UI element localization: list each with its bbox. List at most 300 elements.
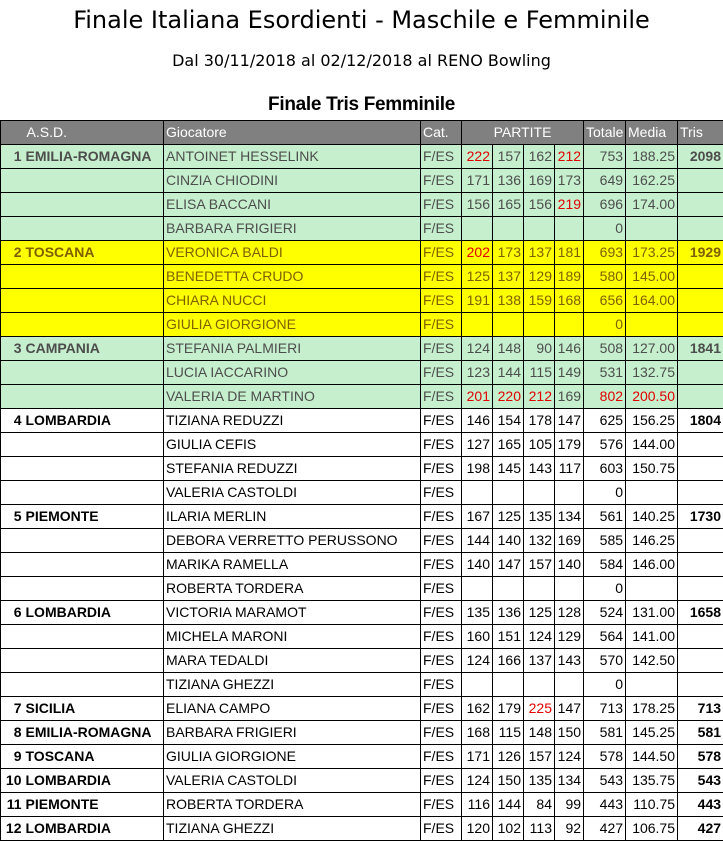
row-total: 584	[584, 553, 626, 577]
row-tris: 543	[678, 769, 723, 793]
row-asd: PIEMONTE	[25, 793, 164, 817]
row-average: 145.00	[626, 265, 678, 289]
row-game-3: 132	[524, 529, 555, 553]
row-position	[1, 457, 25, 481]
table-row	[1, 601, 723, 625]
row-total: 576	[584, 433, 626, 457]
table-row	[1, 265, 723, 289]
row-total: 581	[584, 721, 626, 745]
row-total: 696	[584, 193, 626, 217]
row-game-1: 123	[462, 361, 493, 385]
row-category: F/ES	[421, 649, 462, 673]
row-game-3: 105	[524, 433, 555, 457]
row-category: F/ES	[421, 169, 462, 193]
row-position: 12	[1, 817, 25, 841]
row-average	[626, 217, 678, 241]
row-average: 146.00	[626, 553, 678, 577]
row-game-3: 135	[524, 769, 555, 793]
row-total: 693	[584, 241, 626, 265]
row-game-2: 148	[493, 337, 524, 361]
row-game-1: 116	[462, 793, 493, 817]
row-game-3: 178	[524, 409, 555, 433]
row-tris: 1804	[678, 409, 723, 433]
row-position: 7	[1, 697, 25, 721]
row-game-3: 148	[524, 721, 555, 745]
row-tris	[678, 673, 723, 697]
row-game-3: 137	[524, 241, 555, 265]
row-game-2: 136	[493, 169, 524, 193]
row-game-1: 144	[462, 529, 493, 553]
row-asd	[25, 433, 164, 457]
row-asd: CAMPANIA	[25, 337, 164, 361]
table-row	[1, 673, 723, 697]
row-total: 649	[584, 169, 626, 193]
row-category: F/ES	[421, 673, 462, 697]
table-row	[1, 337, 723, 361]
row-game-2: 157	[493, 145, 524, 169]
row-game-2: 166	[493, 649, 524, 673]
row-category: F/ES	[421, 745, 462, 769]
row-asd	[25, 481, 164, 505]
row-game-2: 138	[493, 289, 524, 313]
row-asd	[25, 217, 164, 241]
row-game-1: 125	[462, 265, 493, 289]
row-game-3: 135	[524, 505, 555, 529]
row-game-4: 143	[555, 649, 584, 673]
row-player: VERONICA BALDI	[164, 241, 421, 265]
row-game-1: 124	[462, 769, 493, 793]
row-total: 713	[584, 697, 626, 721]
row-game-1	[462, 673, 493, 697]
row-position	[1, 169, 25, 193]
row-position	[1, 193, 25, 217]
row-game-4: 140	[555, 553, 584, 577]
row-game-1: 127	[462, 433, 493, 457]
row-category: F/ES	[421, 193, 462, 217]
row-player: VALERIA DE MARTINO	[164, 385, 421, 409]
table-row	[1, 793, 723, 817]
row-tris	[678, 193, 723, 217]
row-game-4: 179	[555, 433, 584, 457]
row-game-3: 125	[524, 601, 555, 625]
row-category: F/ES	[421, 769, 462, 793]
row-position	[1, 625, 25, 649]
table-row	[1, 241, 723, 265]
row-average: 162.25	[626, 169, 678, 193]
row-average: 173.25	[626, 241, 678, 265]
row-average: 131.00	[626, 601, 678, 625]
table-row	[1, 529, 723, 553]
row-player: ANTOINET HESSELINK	[164, 145, 421, 169]
row-game-3	[524, 673, 555, 697]
row-tris	[678, 481, 723, 505]
row-position: 11	[1, 793, 25, 817]
row-game-2: 165	[493, 193, 524, 217]
row-position: 4	[1, 409, 25, 433]
row-game-3: 84	[524, 793, 555, 817]
row-position	[1, 361, 25, 385]
row-player: BENEDETTA CRUDO	[164, 265, 421, 289]
row-game-3: 129	[524, 265, 555, 289]
row-game-2: 140	[493, 529, 524, 553]
row-asd: PIEMONTE	[25, 505, 164, 529]
row-game-2: 173	[493, 241, 524, 265]
row-asd: LOMBARDIA	[25, 601, 164, 625]
row-game-4	[555, 313, 584, 337]
row-game-2: 126	[493, 745, 524, 769]
row-position	[1, 673, 25, 697]
row-game-1: 120	[462, 817, 493, 841]
row-game-1: 168	[462, 721, 493, 745]
row-category: F/ES	[421, 313, 462, 337]
row-tris: 1658	[678, 601, 723, 625]
row-game-1: 135	[462, 601, 493, 625]
row-position	[1, 289, 25, 313]
row-asd	[25, 673, 164, 697]
row-game-2: 115	[493, 721, 524, 745]
row-asd	[25, 361, 164, 385]
row-average: 178.25	[626, 697, 678, 721]
row-game-2	[493, 217, 524, 241]
row-game-4	[555, 577, 584, 601]
row-game-1	[462, 577, 493, 601]
row-tris: 2098	[678, 145, 723, 169]
row-category: F/ES	[421, 625, 462, 649]
row-category: F/ES	[421, 481, 462, 505]
row-category: F/ES	[421, 265, 462, 289]
row-game-2: 220	[493, 385, 524, 409]
row-player: ILARIA MERLIN	[164, 505, 421, 529]
row-total: 0	[584, 217, 626, 241]
row-game-3: 113	[524, 817, 555, 841]
table-row	[1, 385, 723, 409]
row-game-4: 168	[555, 289, 584, 313]
row-player: VALERIA CASTOLDI	[164, 769, 421, 793]
row-tris	[678, 313, 723, 337]
row-game-4: 150	[555, 721, 584, 745]
table-row	[1, 553, 723, 577]
row-category: F/ES	[421, 409, 462, 433]
row-game-2: 102	[493, 817, 524, 841]
row-average: 110.75	[626, 793, 678, 817]
table-row	[1, 145, 723, 169]
row-average: 150.75	[626, 457, 678, 481]
row-game-1: 171	[462, 745, 493, 769]
table-row	[1, 433, 723, 457]
row-total: 524	[584, 601, 626, 625]
row-average: 200.50	[626, 385, 678, 409]
row-game-4: 169	[555, 385, 584, 409]
row-game-1: 156	[462, 193, 493, 217]
row-total: 561	[584, 505, 626, 529]
row-game-4: 147	[555, 697, 584, 721]
table-row	[1, 481, 723, 505]
row-average: 164.00	[626, 289, 678, 313]
row-player: TIZIANA GHEZZI	[164, 673, 421, 697]
row-category: F/ES	[421, 817, 462, 841]
row-total: 0	[584, 481, 626, 505]
row-asd: LOMBARDIA	[25, 817, 164, 841]
row-average: 144.50	[626, 745, 678, 769]
row-player: DEBORA VERRETTO PERUSSONO	[164, 529, 421, 553]
row-total: 580	[584, 265, 626, 289]
row-total: 625	[584, 409, 626, 433]
row-total: 427	[584, 817, 626, 841]
header-totale: Totale	[584, 121, 626, 145]
row-tris	[678, 217, 723, 241]
table-row	[1, 649, 723, 673]
row-position: 5	[1, 505, 25, 529]
row-game-1: 167	[462, 505, 493, 529]
row-game-2: 179	[493, 697, 524, 721]
table-row	[1, 697, 723, 721]
row-asd: LOMBARDIA	[25, 409, 164, 433]
row-player: ROBERTA TORDERA	[164, 577, 421, 601]
row-asd	[25, 289, 164, 313]
row-player: STEFANIA PALMIERI	[164, 337, 421, 361]
row-position	[1, 481, 25, 505]
page-title: Finale Italiana Esordienti - Maschile e Femminile	[73, 6, 650, 34]
table-row	[1, 217, 723, 241]
table-row	[1, 625, 723, 649]
row-average: 106.75	[626, 817, 678, 841]
row-player: LUCIA IACCARINO	[164, 361, 421, 385]
row-position	[1, 217, 25, 241]
row-average: 174.00	[626, 193, 678, 217]
row-average: 135.75	[626, 769, 678, 793]
row-game-3	[524, 313, 555, 337]
row-game-3: 124	[524, 625, 555, 649]
row-category: F/ES	[421, 457, 462, 481]
row-game-4	[555, 673, 584, 697]
row-game-3: 169	[524, 169, 555, 193]
row-game-3: 157	[524, 553, 555, 577]
row-tris	[678, 385, 723, 409]
row-average: 145.25	[626, 721, 678, 745]
row-tris: 713	[678, 697, 723, 721]
table-row	[1, 409, 723, 433]
row-category: F/ES	[421, 217, 462, 241]
row-position	[1, 385, 25, 409]
row-total: 802	[584, 385, 626, 409]
row-position	[1, 577, 25, 601]
row-position	[1, 265, 25, 289]
row-player: TIZIANA REDUZZI	[164, 409, 421, 433]
row-game-1: 160	[462, 625, 493, 649]
row-game-3: 225	[524, 697, 555, 721]
row-position: 6	[1, 601, 25, 625]
row-player: GIULIA GIORGIONE	[164, 313, 421, 337]
row-game-3: 143	[524, 457, 555, 481]
row-game-2: 145	[493, 457, 524, 481]
row-total: 0	[584, 673, 626, 697]
row-game-4: 117	[555, 457, 584, 481]
row-tris	[678, 457, 723, 481]
results-table	[0, 120, 723, 841]
row-player: GIULIA CEFIS	[164, 433, 421, 457]
row-game-4: 99	[555, 793, 584, 817]
row-category: F/ES	[421, 601, 462, 625]
row-tris: 581	[678, 721, 723, 745]
row-game-3	[524, 217, 555, 241]
row-game-1: 146	[462, 409, 493, 433]
row-total: 508	[584, 337, 626, 361]
row-category: F/ES	[421, 433, 462, 457]
row-game-3: 159	[524, 289, 555, 313]
row-game-3: 156	[524, 193, 555, 217]
row-game-2: 137	[493, 265, 524, 289]
row-game-1	[462, 313, 493, 337]
row-game-4: 212	[555, 145, 584, 169]
row-tris	[678, 433, 723, 457]
row-position: 9	[1, 745, 25, 769]
row-asd	[25, 169, 164, 193]
row-game-4: 146	[555, 337, 584, 361]
row-player: STEFANIA REDUZZI	[164, 457, 421, 481]
row-category: F/ES	[421, 553, 462, 577]
row-game-1: 222	[462, 145, 493, 169]
row-average: 146.25	[626, 529, 678, 553]
row-category: F/ES	[421, 289, 462, 313]
row-player: VALERIA CASTOLDI	[164, 481, 421, 505]
row-average	[626, 481, 678, 505]
row-game-3: 115	[524, 361, 555, 385]
row-tris	[678, 529, 723, 553]
row-game-2: 165	[493, 433, 524, 457]
row-category: F/ES	[421, 577, 462, 601]
row-game-1: 171	[462, 169, 493, 193]
row-category: F/ES	[421, 529, 462, 553]
row-tris: 1841	[678, 337, 723, 361]
row-category: F/ES	[421, 721, 462, 745]
row-player: BARBARA FRIGIERI	[164, 217, 421, 241]
row-game-2: 147	[493, 553, 524, 577]
row-game-2	[493, 577, 524, 601]
table-row	[1, 505, 723, 529]
row-asd	[25, 457, 164, 481]
row-category: F/ES	[421, 145, 462, 169]
row-game-1	[462, 217, 493, 241]
table-row	[1, 289, 723, 313]
row-player: ELISA BACCANI	[164, 193, 421, 217]
row-category: F/ES	[421, 337, 462, 361]
row-player: ELIANA CAMPO	[164, 697, 421, 721]
row-position: 2	[1, 241, 25, 265]
event-dates-subtitle: Dal 30/11/2018 al 02/12/2018 al RENO Bowling	[172, 51, 551, 70]
row-category: F/ES	[421, 361, 462, 385]
row-tris	[678, 169, 723, 193]
header-giocatore: Giocatore	[164, 121, 421, 145]
row-total: 585	[584, 529, 626, 553]
row-player: MARA TEDALDI	[164, 649, 421, 673]
row-position	[1, 649, 25, 673]
row-game-3	[524, 481, 555, 505]
row-category: F/ES	[421, 385, 462, 409]
header-cat: Cat.	[421, 121, 462, 145]
row-asd	[25, 385, 164, 409]
row-average	[626, 577, 678, 601]
row-position	[1, 313, 25, 337]
row-game-4	[555, 217, 584, 241]
row-game-4: 181	[555, 241, 584, 265]
row-average	[626, 313, 678, 337]
row-game-4: 92	[555, 817, 584, 841]
row-average: 132.75	[626, 361, 678, 385]
header-partite: PARTITE	[462, 121, 584, 145]
table-row	[1, 457, 723, 481]
row-total: 578	[584, 745, 626, 769]
row-tris	[678, 553, 723, 577]
row-game-3	[524, 577, 555, 601]
row-game-2: 144	[493, 361, 524, 385]
row-asd: EMILIA-ROMAGNA	[25, 145, 164, 169]
table-row	[1, 577, 723, 601]
row-game-1: 162	[462, 697, 493, 721]
row-game-3: 157	[524, 745, 555, 769]
row-game-2: 150	[493, 769, 524, 793]
row-average: 188.25	[626, 145, 678, 169]
row-player: CINZIA CHIODINI	[164, 169, 421, 193]
sheet-title: Finale Tris Femminile	[268, 94, 455, 115]
row-total: 656	[584, 289, 626, 313]
row-game-4: 147	[555, 409, 584, 433]
row-game-1: 198	[462, 457, 493, 481]
row-asd: SICILIA	[25, 697, 164, 721]
row-player: MARIKA RAMELLA	[164, 553, 421, 577]
row-game-3: 90	[524, 337, 555, 361]
row-game-2: 154	[493, 409, 524, 433]
row-game-3: 137	[524, 649, 555, 673]
row-asd: LOMBARDIA	[25, 769, 164, 793]
row-total: 603	[584, 457, 626, 481]
row-game-2: 144	[493, 793, 524, 817]
row-average: 127.00	[626, 337, 678, 361]
row-game-4	[555, 481, 584, 505]
row-total: 0	[584, 577, 626, 601]
table-row	[1, 721, 723, 745]
row-asd	[25, 553, 164, 577]
row-tris: 1929	[678, 241, 723, 265]
row-game-4: 173	[555, 169, 584, 193]
row-position: 1	[1, 145, 25, 169]
row-game-1: 191	[462, 289, 493, 313]
row-total: 543	[584, 769, 626, 793]
table-row	[1, 361, 723, 385]
row-game-2: 136	[493, 601, 524, 625]
row-game-4: 169	[555, 529, 584, 553]
row-game-4: 129	[555, 625, 584, 649]
row-game-2: 125	[493, 505, 524, 529]
row-asd	[25, 577, 164, 601]
row-asd	[25, 265, 164, 289]
row-asd	[25, 313, 164, 337]
row-average: 144.00	[626, 433, 678, 457]
row-tris	[678, 625, 723, 649]
row-asd: EMILIA-ROMAGNA	[25, 721, 164, 745]
row-tris: 1730	[678, 505, 723, 529]
row-total: 570	[584, 649, 626, 673]
row-average	[626, 673, 678, 697]
row-asd	[25, 529, 164, 553]
row-tris	[678, 649, 723, 673]
row-game-3: 162	[524, 145, 555, 169]
table-row	[1, 769, 723, 793]
row-game-4: 124	[555, 745, 584, 769]
table-body	[1, 145, 723, 841]
row-game-1	[462, 481, 493, 505]
row-category: F/ES	[421, 505, 462, 529]
row-game-4: 134	[555, 505, 584, 529]
